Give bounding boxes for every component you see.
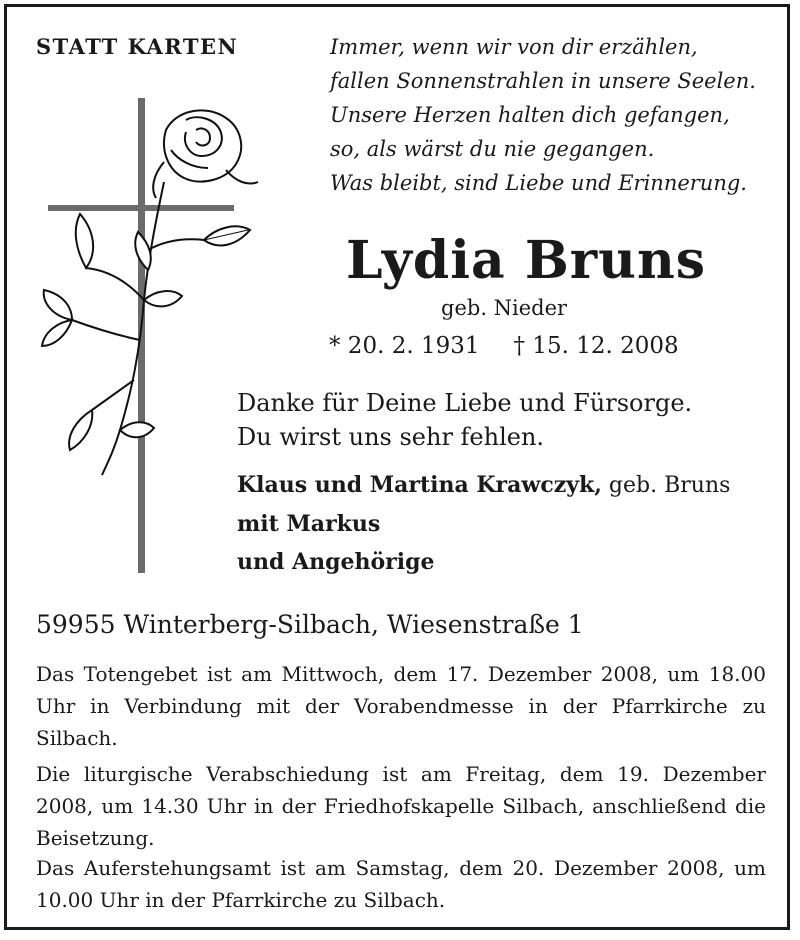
poem-line: Unsere Herzen halten dich gefangen, <box>330 103 730 127</box>
notice-paragraph: Das Auferstehungsamt ist am Samstag, dem 20. Dezember 2008, um 10.00 Uhr in der Pfarrkirche zu Silbach. <box>36 856 766 912</box>
mourners <box>237 466 730 581</box>
life-dates <box>329 333 679 359</box>
thanks-text <box>237 386 692 454</box>
poem-line: so, als wärst du nie gegangen. <box>330 137 655 161</box>
poem-line: fallen Sonnenstrahlen in unsere Seelen. <box>330 69 756 93</box>
notice-paragraph: Das Totengebet ist am Mittwoch, dem 17. Dezember 2008, um 18.00 Uhr in Verbindung mit der Vorabendmesse in der Pfarrkirche zu Silbach. <box>36 662 766 750</box>
birth-name: geb. Nieder <box>441 296 568 320</box>
mourner-birth-name: geb. Bruns <box>601 473 731 498</box>
birth-date: * 20. 2. 1931 <box>329 333 480 359</box>
poem-line: Was bleibt, sind Liebe und Erinnerung. <box>330 171 747 195</box>
notice-paragraph: Die liturgische Verabschiedung ist am Freitag, dem 19. Dezember 2008, um 14.30 Uhr in der Friedhofskapelle Silbach, anschließend die Beisetzung. <box>36 762 766 850</box>
address: 59955 Winterberg-Silbach, Wiesenstraße 1 <box>36 610 584 639</box>
death-date: † 15. 12. 2008 <box>513 333 679 359</box>
mourner-line: und Angehörige <box>237 549 435 575</box>
deceased-name: Lydia Bruns <box>346 230 707 291</box>
poem <box>330 30 756 200</box>
statt-karten-heading: STATT KARTEN <box>36 34 239 59</box>
mourner-names: Klaus und Martina Krawczyk, <box>237 472 602 498</box>
rose-icon <box>42 110 258 475</box>
poem-line: Immer, wenn wir von dir erzählen, <box>330 35 698 59</box>
cross-rose-illustration <box>36 90 266 580</box>
thanks-line: Danke für Deine Liebe und Fürsorge. <box>237 389 693 417</box>
thanks-line: Du wirst uns sehr fehlen. <box>237 423 545 451</box>
mourner-line: mit Markus <box>237 511 381 537</box>
